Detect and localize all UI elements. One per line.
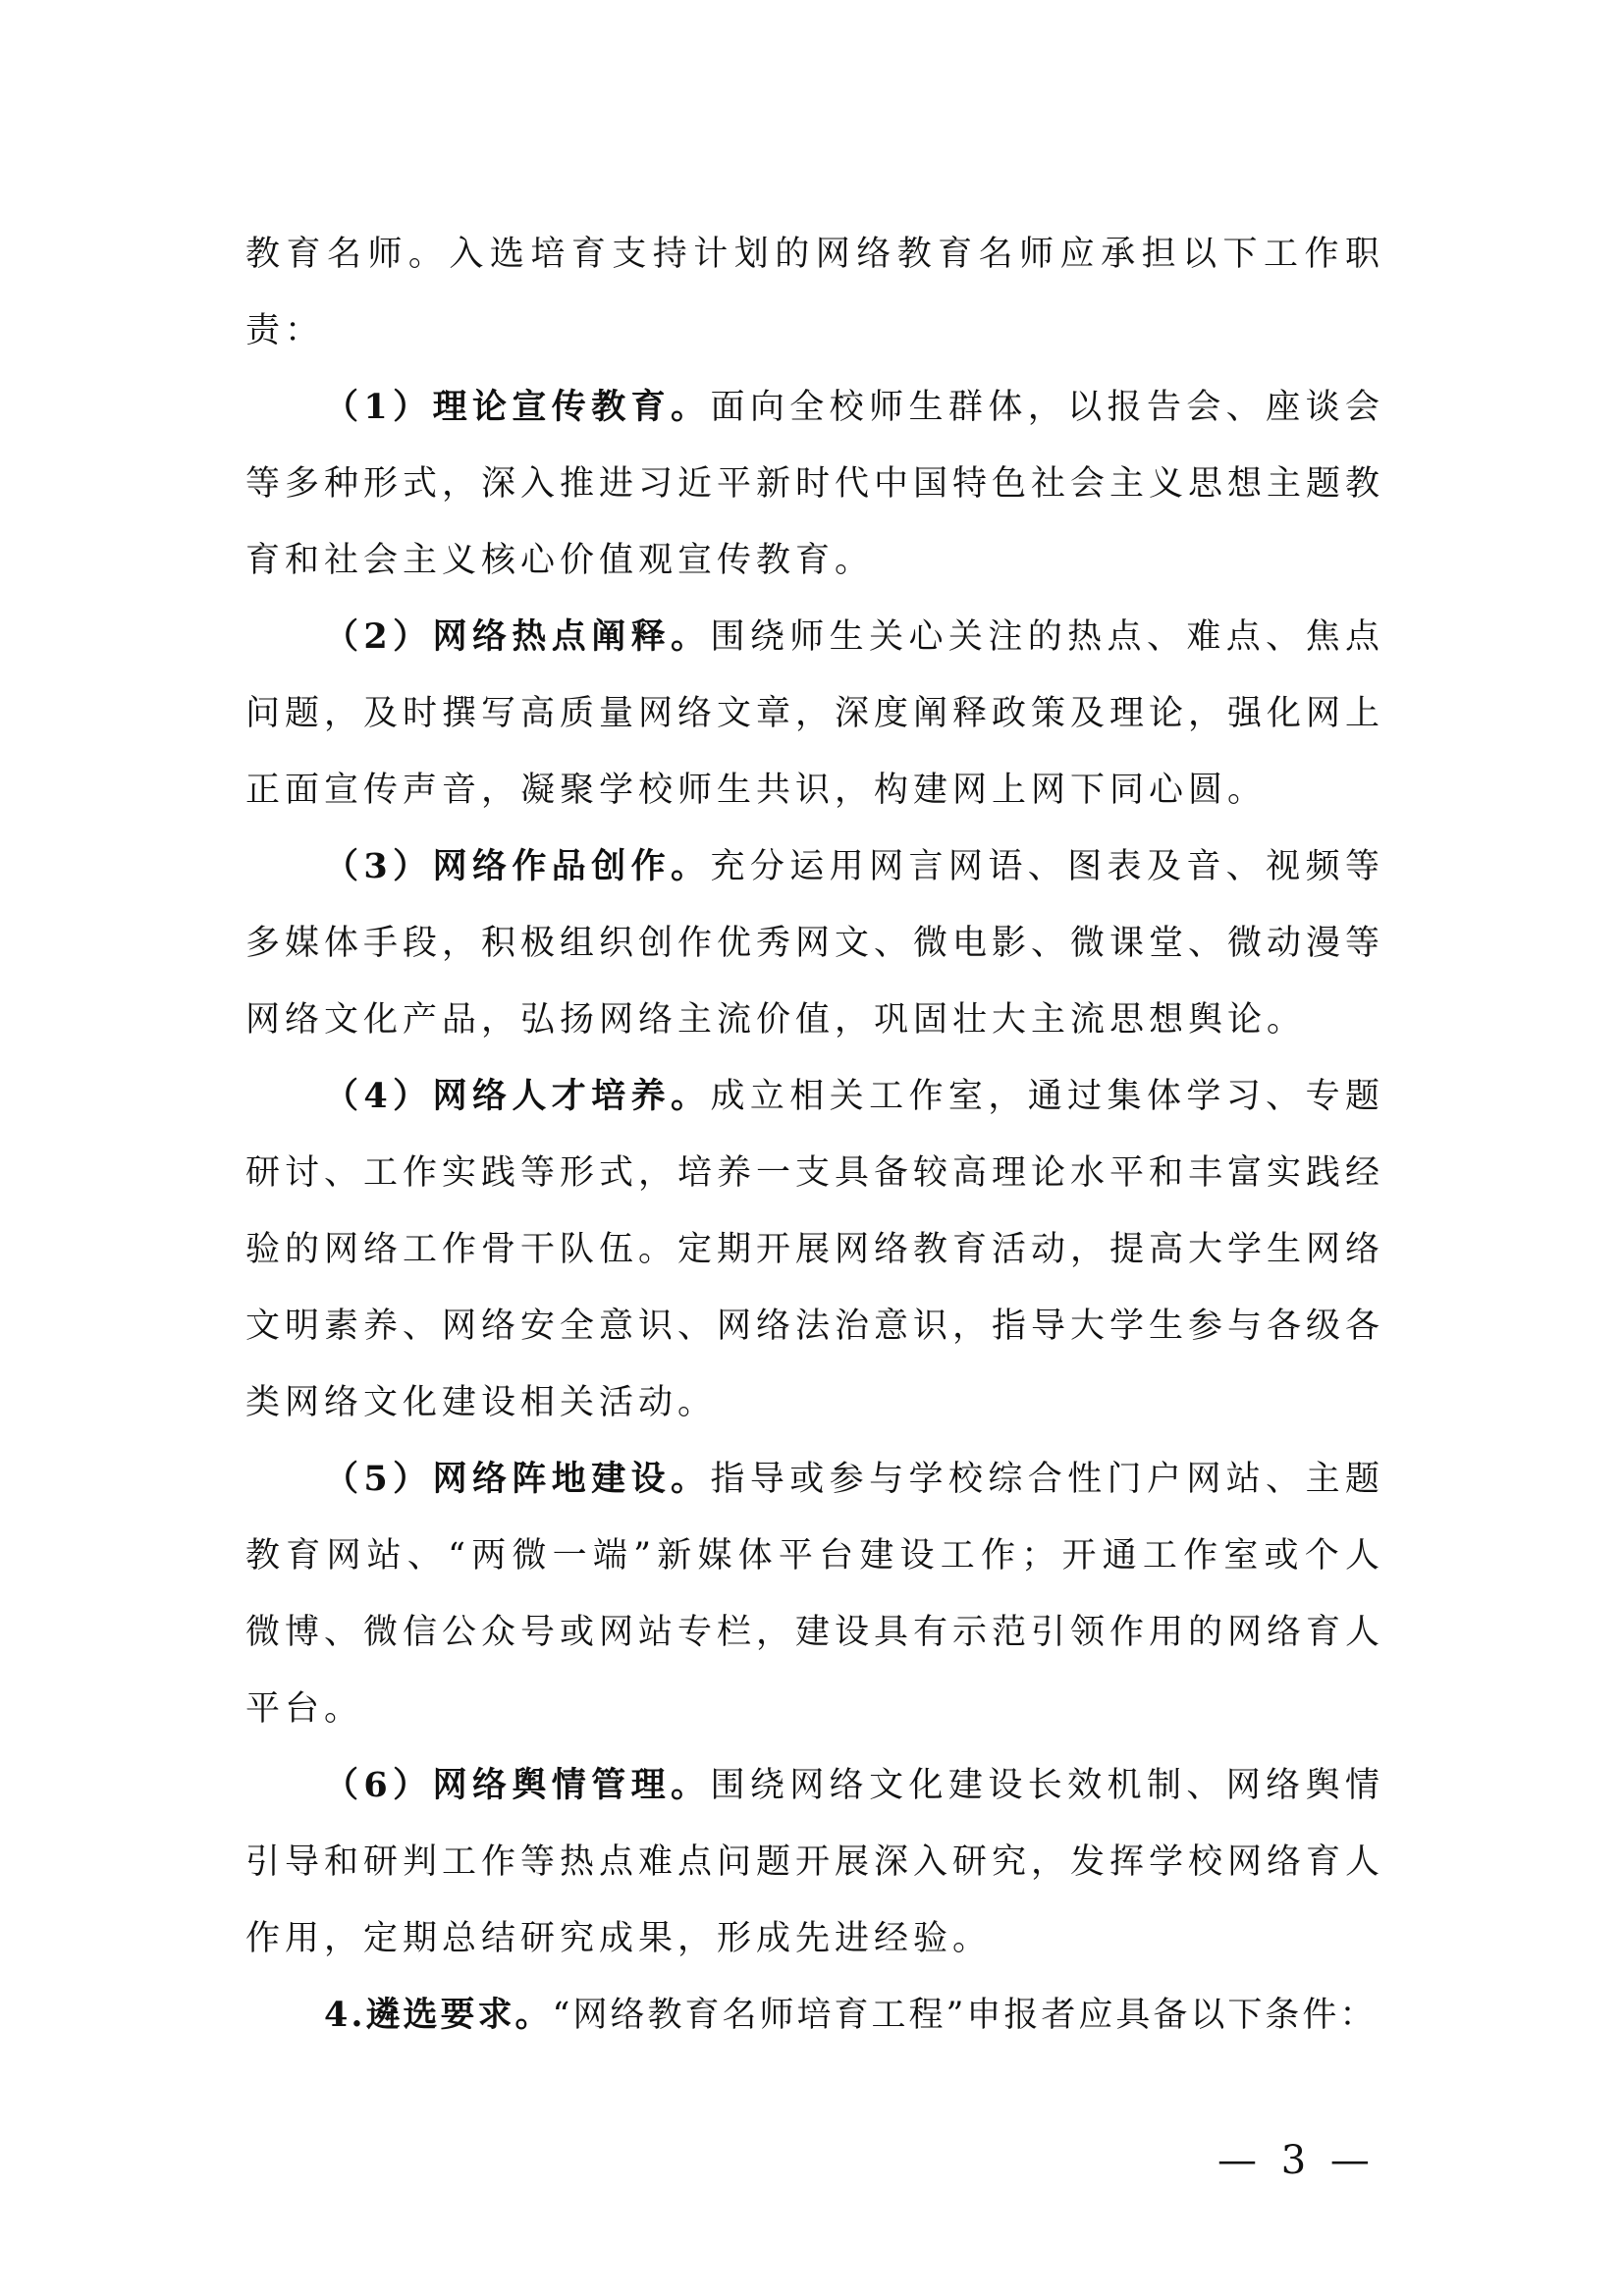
requirement-body: “网络教育名师培育工程”申报者应具备以下条件：	[552, 1996, 1378, 2035]
duty-paragraph-4	[245, 1058, 1384, 1441]
duty-heading-2: （2）网络热点阐释。	[324, 616, 711, 657]
duty-body-5: 指导或参与学校综合性门户网站、主题教育网站、“两微一端”新媒体平台建设工作；开通工作室或个人微博、微信公众号或网站专栏，建设具有示范引领作用的网络育人平台。	[245, 1460, 1385, 1729]
duty-heading-3: （3）网络作品创作。	[324, 846, 711, 886]
duty-body-6: 围绕网络文化建设长效机制、网络舆情引导和研判工作等热点难点问题开展深入研究，发挥学校网络育人作用，定期总结研究成果，形成先进经验。	[245, 1766, 1385, 1958]
requirement-paragraph	[245, 1977, 1384, 2054]
duty-paragraph-1	[245, 369, 1384, 599]
duty-body-3: 充分运用网言网语、图表及音、视频等多媒体手段，积极组织创作优秀网文、微电影、微课堂、微动漫等网络文化产品，弘扬网络主流价值，巩固壮大主流思想舆论。	[245, 847, 1385, 1040]
duty-heading-4: （4）网络人才培养。	[324, 1076, 711, 1116]
duty-heading-6: （6）网络舆情管理。	[324, 1765, 711, 1805]
duty-heading-5: （5）网络阵地建设。	[324, 1459, 711, 1499]
duty-paragraph-2	[245, 599, 1384, 828]
duty-paragraph-6	[245, 1747, 1384, 1977]
intro-paragraph: 教育名师。入选培育支持计划的网络教育名师应承担以下工作职责：	[245, 235, 1384, 350]
requirement-heading: 4.遴选要求。	[324, 1995, 553, 2035]
duty-paragraph-3	[245, 828, 1384, 1058]
duty-paragraph-5	[245, 1441, 1384, 1747]
duty-body-2: 围绕师生关心关注的热点、难点、焦点问题，及时撰写高质量网络文章，深度阐释政策及理论，强化网上正面宣传声音，凝聚学校师生共识，构建网上网下同心圆。	[245, 617, 1385, 810]
page-number: — 3 —	[1217, 2138, 1376, 2183]
duty-body-1: 面向全校师生群体，以报告会、座谈会等多种形式，深入推进习近平新时代中国特色社会主义思想主题教育和社会主义核心价值观宣传教育。	[245, 388, 1385, 580]
duty-heading-1: （1）理论宣传教育。	[324, 387, 711, 427]
document-body	[245, 216, 1384, 2054]
duty-body-4: 成立相关工作室，通过集体学习、专题研讨、工作实践等形式，培养一支具备较高理论水平和丰富实践经验的网络工作骨干队伍。定期开展网络教育活动，提高大学生网络文明素养、网络安全意识、网络法治意识，指导大学生参与各级各类网络文化建设相关活动。	[245, 1077, 1385, 1422]
